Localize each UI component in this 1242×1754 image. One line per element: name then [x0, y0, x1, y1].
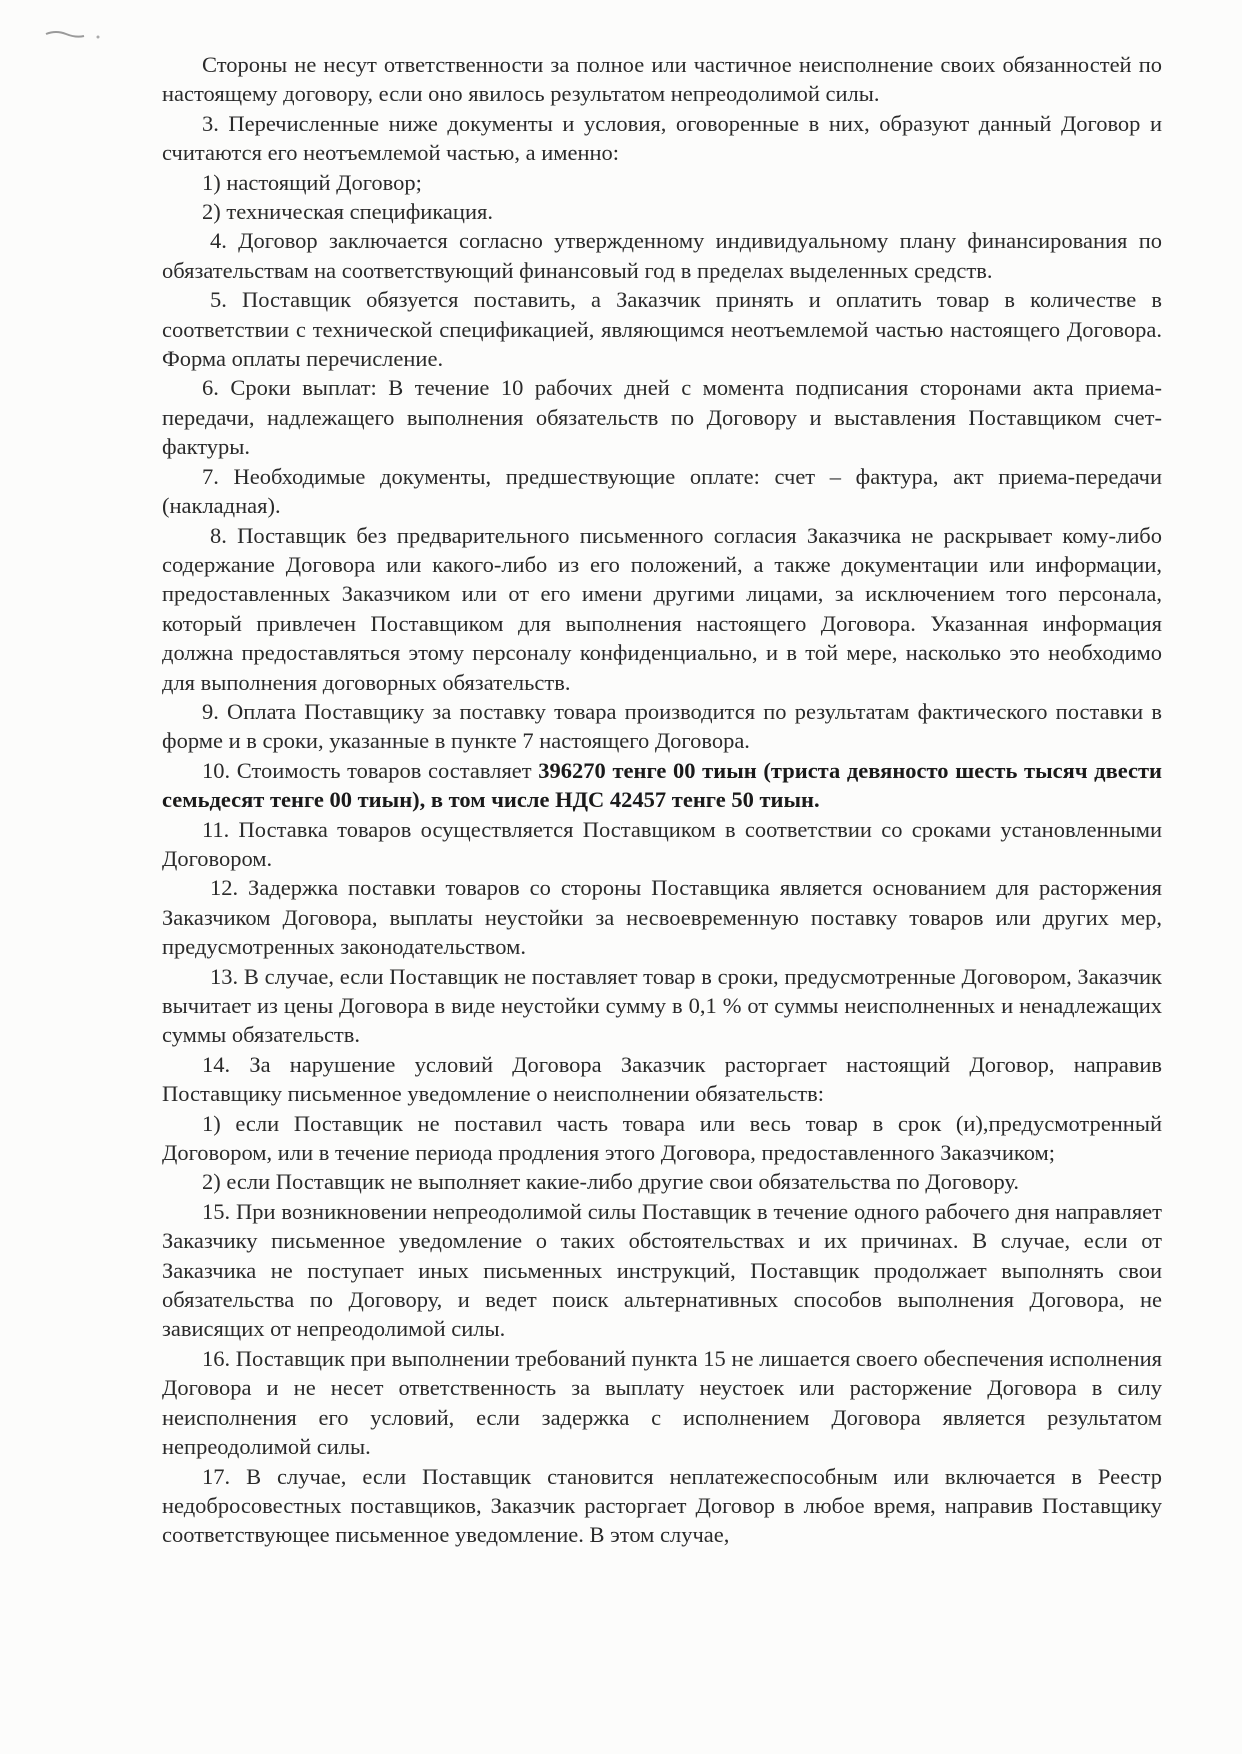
paragraph-11: 11. Поставка товаров осуществляется Поставщиком в соответствии со сроками установленными Договором.	[162, 816, 1162, 871]
list-item-14-2: 2) если Поставщик не выполняет какие-либо другие свои обязательства по Договору.	[202, 1169, 1020, 1195]
paragraph-7: 7. Необходимые документы, предшествующие оплате: счет – фактура, акт приема-передачи (накладная).	[162, 463, 1162, 519]
list-item-14-1: 1) если Поставщик не поставил часть товара или весь товар в срок (и),предусмотренный Договором, или в течение периода продления этого Договора, предоставленного Заказчиком;	[162, 1110, 1162, 1166]
list-item-3-2: 2) техническая спецификация.	[202, 199, 493, 225]
paragraph-10	[162, 756, 1162, 815]
paragraph-4: 4. Договор заключается согласно утвержденному индивидуальному плану финансирования по обязательствам на соответствующий финансовый год в пределах выделенных средств.	[162, 228, 1162, 283]
contract-body	[162, 50, 1162, 1550]
paragraph-3: 3. Перечисленные ниже документы и условия, оговоренные в них, образуют данный Договор и считаются его неотъемлемой частью, а именно:	[162, 110, 1162, 166]
paragraph-force-majeure-intro: Стороны не несут ответственности за полное или частичное неисполнение своих обязанностей по настоящему договору, если оно явилось результатом непреодолимой силы.	[162, 52, 1162, 107]
paragraph-10-prefix: 10. Стоимость товаров составляет	[202, 757, 539, 783]
paragraph-6: 6. Сроки выплат: В течение 10 рабочих дней с момента подписания сторонами акта приема-передачи, надлежащего выполнения обязательств по Договору и выставления Поставщиком счет-фактуры.	[162, 375, 1162, 460]
paragraph-5: 5. Поставщик обязуется поставить, а Заказчик принять и оплатить товар в количестве в соответствии с технической спецификацией, являющимся неотъемлемой частью настоящего Договора. Форма оплаты перечисление.	[162, 287, 1162, 372]
paragraph-9: 9. Оплата Поставщику за поставку товара производится по результатам фактического поставки в форме и в сроки, указанные в пункте 7 настоящего Договора.	[162, 698, 1162, 754]
paragraph-14: 14. За нарушение условий Договора Заказчик расторгает настоящий Договор, направив Поставщику письменное уведомление о неисполнении обязательств:	[162, 1051, 1162, 1107]
paragraph-13: 13. В случае, если Поставщик не поставляет товар в сроки, предусмотренные Договором, Заказчик вычитает из цены Договора в виде неустойки сумму в 0,1 % от суммы неисполненных и ненадлежащих суммы обязательств.	[162, 963, 1162, 1048]
scan-artifact-icon	[44, 28, 104, 42]
contract-price: 396270 тенге 00 тиын (триста девяносто шесть тысяч двести семьдесят тенге 00 тиын), в том числе НДС 42457 тенге 50 тиын.	[162, 757, 1162, 813]
paragraph-8: 8. Поставщик без предварительного письменного согласия Заказчика не раскрывает кому-либо содержание Договора или какого-либо из его положений, а также документации или информации, предоставленных Заказчиком или от его имени другими лицами, за исключением того персонала, который привлечен Поставщиком для выполнения настоящего Договора. Указанная информация должна предоставляться этому персоналу конфиденциально, и в той мере, насколько это необходимо для выполнения договорных обязательств.	[162, 522, 1162, 695]
list-item-3-1: 1) настоящий Договор;	[202, 169, 422, 195]
paragraph-16: 16. Поставщик при выполнении требований пункта 15 не лишается своего обеспечения исполнения Договора и не несет ответственность за выплату неустоек или расторжение Договора в силу неисполнения его условий, если задержка с исполнением Договора является результатом непреодолимой силы.	[162, 1345, 1162, 1460]
paragraph-15: 15. При возникновении непреодолимой силы Поставщик в течение одного рабочего дня направляет Заказчику письменное уведомление о таких обстоятельствах и их причинах. В случае, если от Заказчика не поступает иных письменных инструкций, Поставщик продолжает выполнять свои обязательства по Договору, и ведет поиск альтернативных способов выполнения Договора, не зависящих от непреодолимой силы.	[162, 1198, 1162, 1342]
paragraph-17: 17. В случае, если Поставщик становится неплатежеспособным или включается в Реестр недобросовестных поставщиков, Заказчик расторгает Договор в любое время, направив Поставщику соответствующее письменное уведомление. В этом случае,	[162, 1463, 1162, 1548]
paragraph-12: 12. Задержка поставки товаров со стороны Поставщика является основанием для расторжения Заказчиком Договора, выплаты неустойки за несвоевременную поставку товаров или других мер, предусмотренных законодательством.	[162, 875, 1162, 960]
